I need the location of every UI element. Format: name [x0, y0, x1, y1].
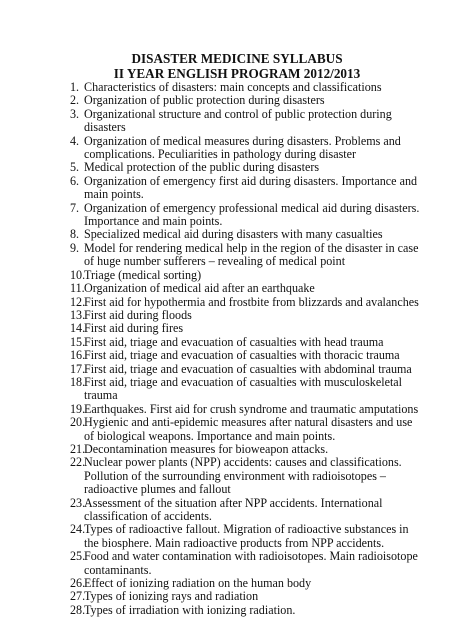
item-text: Food and water contamination with radioisotopes. Main radioisotope contaminants.: [84, 549, 418, 577]
item-text: Organization of emergency professional medical aid during disasters. Importance and main points.: [84, 200, 420, 229]
item-number: 2.: [70, 93, 80, 108]
item-text: Types of ionizing rays and radiation: [84, 589, 259, 604]
syllabus-item-2: [70, 94, 422, 107]
item-text: Types of radioactive fallout. Migration of radioactive substances in the biosphere. Main radioactive products from NPP accidents.: [84, 522, 409, 550]
item-text: First aid during fires: [84, 321, 184, 336]
syllabus-item-6: [70, 175, 422, 202]
item-text: Decontamination measures for bioweapon attacks.: [84, 441, 329, 456]
item-number: 15.: [70, 334, 86, 349]
syllabus-item-15: [70, 336, 422, 349]
item-number: 19.: [70, 401, 86, 416]
syllabus-item-14: [70, 322, 422, 335]
item-number: 3.: [70, 106, 80, 121]
syllabus-item-25: [70, 550, 422, 577]
item-number: 8.: [70, 227, 80, 242]
item-number: 11.: [70, 281, 85, 296]
item-number: 12.: [70, 294, 86, 309]
item-number: 7.: [70, 200, 80, 215]
item-text: First aid during floods: [84, 307, 192, 322]
item-text: Organizational structure and control of public protection during disasters: [84, 106, 392, 135]
item-text: Medical protection of the public during disasters: [84, 160, 320, 175]
item-number: 4.: [70, 133, 80, 148]
syllabus-item-1: [70, 81, 422, 94]
item-number: 26.: [70, 576, 86, 591]
item-text: First aid, triage and evacuation of casualties with musculoskeletal trauma: [84, 374, 403, 403]
syllabus-item-19: [70, 403, 422, 416]
document-subtitle: II YEAR ENGLISH PROGRAM 2012/2013: [113, 66, 361, 81]
syllabus-item-21: [70, 443, 422, 456]
item-number: 17.: [70, 361, 86, 376]
syllabus-item-17: [70, 363, 422, 376]
syllabus-item-18: [70, 376, 422, 403]
item-number: 13.: [70, 307, 86, 322]
item-text: Organization of public protection during disasters: [84, 93, 325, 108]
item-text: Organization of emergency first aid during disasters. Importance and main points.: [84, 173, 418, 202]
item-number: 21.: [70, 441, 86, 456]
item-number: 9.: [70, 240, 80, 255]
item-text: First aid, triage and evacuation of casualties with head trauma: [84, 334, 384, 349]
syllabus-item-23: [70, 497, 422, 524]
syllabus-item-27: [70, 590, 422, 603]
syllabus-list: [70, 81, 422, 617]
item-number: 16.: [70, 348, 86, 363]
syllabus-item-10: [70, 269, 422, 282]
syllabus-item-5: [70, 161, 422, 174]
syllabus-item-4: [70, 135, 422, 162]
item-number: 28.: [70, 602, 86, 617]
item-text: Organization of medical measures during disasters. Problems and complications. Peculiarities in pathology during disaster: [84, 133, 401, 162]
item-text: Characteristics of disasters: main concepts and classifications: [84, 80, 382, 94]
item-text: Specialized medical aid during disasters with many casualties: [84, 227, 383, 242]
syllabus-item-28: [70, 604, 422, 617]
item-text: Types of irradiation with ionizing radiation.: [84, 602, 296, 617]
item-number: 22.: [70, 455, 86, 470]
item-text: Earthquakes. First aid for crush syndrome and traumatic amputations: [84, 401, 419, 416]
syllabus-item-24: [70, 523, 422, 550]
syllabus-item-26: [70, 577, 422, 590]
item-number: 5.: [70, 160, 80, 175]
item-number: 18.: [70, 374, 86, 389]
item-text: Organization of medical aid after an earthquake: [84, 281, 315, 296]
item-text: Nuclear power plants (NPP) accidents: causes and classifications. Pollution of the surrounding environment with radioisotopes – radioactive plumes and fallout: [84, 455, 402, 497]
syllabus-item-3: [70, 108, 422, 135]
syllabus-item-13: [70, 309, 422, 322]
item-number: 1.: [70, 80, 80, 94]
syllabus-item-8: [70, 228, 422, 241]
item-text: First aid, triage and evacuation of casualties with abdominal trauma: [84, 361, 412, 376]
item-number: 25.: [70, 549, 86, 564]
item-number: 6.: [70, 173, 80, 188]
item-number: 23.: [70, 495, 86, 510]
item-number: 14.: [70, 321, 86, 336]
syllabus-item-9: [70, 242, 422, 269]
syllabus-item-20: [70, 416, 422, 443]
syllabus-item-12: [70, 296, 422, 309]
item-text: Triage (medical sorting): [84, 267, 202, 282]
item-text: Hygienic and anti-epidemic measures after natural disasters and use of biological weapons. Importance and main points.: [84, 415, 413, 443]
item-number: 10.: [70, 267, 86, 282]
item-number: 27.: [70, 589, 86, 604]
item-text: First aid for hypothermia and frostbite from blizzards and avalanches: [84, 294, 419, 309]
syllabus-item-7: [70, 202, 422, 229]
item-number: 24.: [70, 522, 86, 537]
item-text: Effect of ionizing radiation on the human body: [84, 576, 312, 591]
syllabus-item-11: [70, 282, 422, 295]
syllabus-item-22: [70, 456, 422, 496]
item-number: 20.: [70, 415, 86, 430]
item-text: Model for rendering medical help in the region of the disaster in case of huge number sufferers – revealing of medical point: [84, 240, 419, 269]
item-text: Assessment of the situation after NPP accidents. International classification of accidents.: [84, 495, 383, 523]
item-text: First aid, triage and evacuation of casualties with thoracic trauma: [84, 348, 400, 363]
syllabus-item-16: [70, 349, 422, 362]
document-title: DISASTER MEDICINE SYLLABUS: [131, 51, 343, 66]
